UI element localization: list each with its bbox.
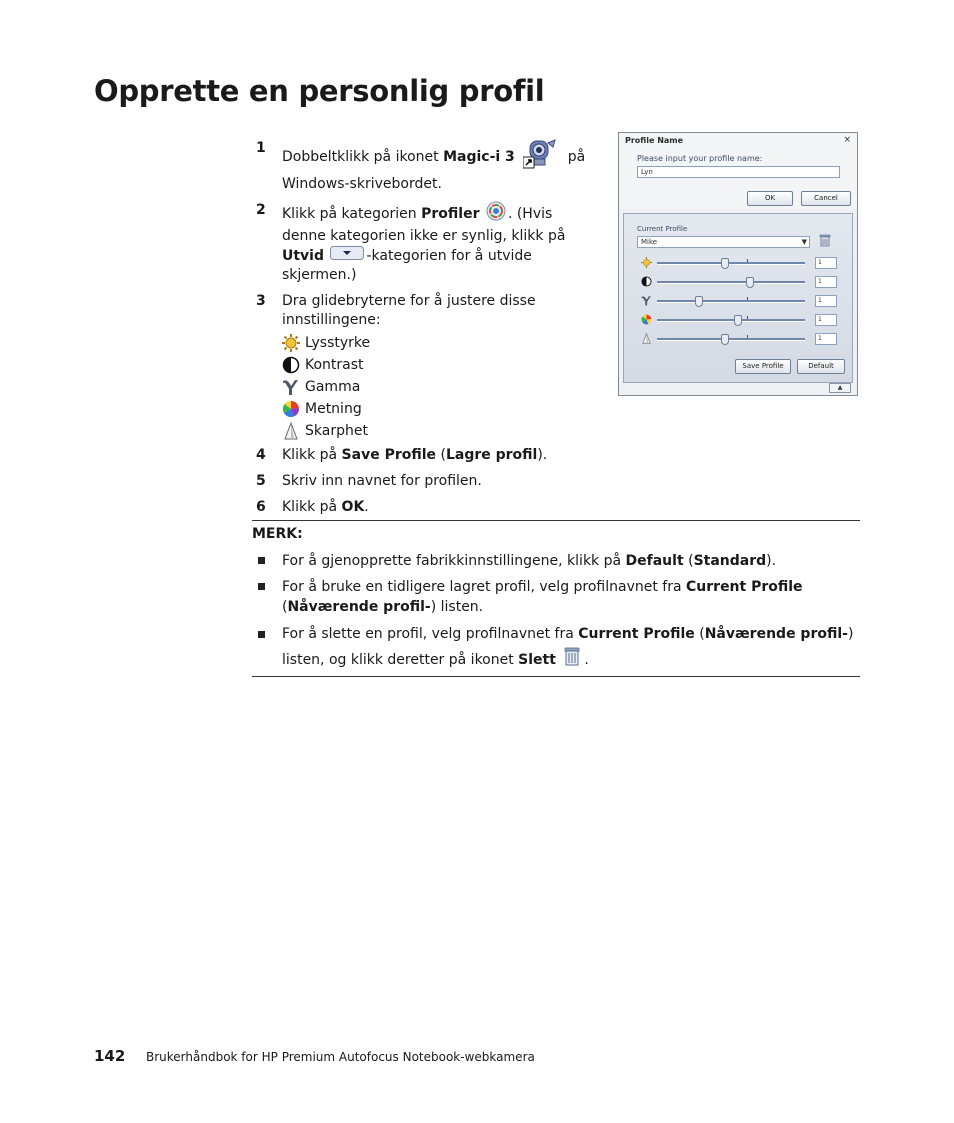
step-bold: Lagre profil (445, 447, 538, 463)
note-bold: Current Profile (686, 579, 803, 595)
sharpness-slider-row (641, 333, 841, 345)
saturation-icon (641, 314, 652, 325)
bullet-icon (258, 557, 265, 564)
step-text: Klikk på (282, 447, 342, 463)
page-title: Opprette en personlig profil (94, 74, 545, 108)
note-bold: Nåværende profil- (704, 626, 848, 642)
step-bold: Utvid (282, 248, 325, 264)
dialog-title: Profile Name (625, 136, 684, 145)
step-text: på Windows-skrivebordet. (282, 149, 586, 192)
step-number: 2 (256, 202, 266, 218)
step-3 (256, 292, 596, 442)
note-text: ) listen, og klikk deretter på ikonet (282, 626, 854, 668)
step-text: Dobbeltklikk på ikonet (282, 149, 444, 165)
note-list (256, 551, 856, 680)
note-title: MERK: (252, 526, 303, 542)
slider-track (657, 338, 805, 341)
current-profile-label: Current Profile (637, 225, 688, 233)
note-text: ( (282, 599, 288, 615)
gamma-icon (282, 378, 300, 396)
step-text: Skriv inn navnet for profilen. (282, 473, 482, 489)
bullet-icon (258, 631, 265, 638)
step-text: Klikk på (282, 499, 342, 515)
profile-name-input[interactable]: Lyn (637, 166, 840, 178)
setting-label: Metning (305, 401, 362, 417)
footer-text: Brukerhåndbok for HP Premium Autofocus Notebook-webkamera (146, 1050, 535, 1064)
default-button[interactable]: Default (797, 359, 845, 374)
note-text: ). (766, 553, 777, 569)
contrast-slider-row (641, 276, 841, 288)
slider-value[interactable]: 1 (815, 257, 837, 269)
note-bold: Slett (518, 652, 556, 668)
step-5 (256, 472, 596, 491)
setting-contrast (282, 354, 596, 376)
note-text: ( (683, 553, 694, 569)
slider-value[interactable]: 1 (815, 314, 837, 326)
brightness-icon (641, 257, 652, 268)
setting-label: Gamma (305, 379, 361, 395)
brightness-slider-row (641, 257, 841, 269)
current-profile-value: Mike (641, 238, 658, 246)
step-number: 6 (256, 499, 266, 515)
note-bottom-rule (252, 676, 860, 677)
note-text: . (584, 652, 589, 668)
note-bold: Nåværende profil- (287, 599, 431, 615)
sharpness-icon (641, 333, 652, 344)
cancel-button[interactable]: Cancel (801, 191, 851, 206)
step-text: . (Hvis denne kategorien ikke er synlig, klikk på (282, 206, 566, 244)
note-bold: Default (625, 553, 684, 569)
step-number: 4 (256, 447, 266, 463)
steps-list (256, 139, 596, 524)
step-text: ). (537, 447, 548, 463)
step-4 (256, 446, 596, 465)
profile-name-dialog (618, 132, 858, 396)
setting-saturation (282, 398, 596, 420)
gamma-icon (641, 295, 652, 306)
slider-thumb[interactable] (721, 258, 729, 269)
step-bold: Profiler (421, 206, 480, 222)
step-number: 1 (256, 140, 266, 156)
slider-tick (747, 335, 748, 338)
slider-tick (747, 316, 748, 319)
note-item (256, 577, 856, 617)
page-number: 142 (94, 1047, 126, 1065)
step-1 (256, 139, 596, 194)
profile-name-prompt: Please input your profile name: (637, 154, 763, 163)
slider-track (657, 319, 805, 322)
note-top-rule (252, 520, 860, 521)
settings-list (282, 332, 596, 442)
slider-thumb[interactable] (721, 334, 729, 345)
saturation-icon (282, 400, 300, 418)
slider-value[interactable]: 1 (815, 276, 837, 288)
chevron-down-icon: ▼ (801, 238, 807, 246)
setting-gamma (282, 376, 596, 398)
sharpness-icon (282, 422, 300, 440)
trash-icon[interactable] (819, 234, 831, 247)
contrast-icon (282, 356, 300, 374)
note-bold: Current Profile (578, 626, 695, 642)
step-text: . (364, 499, 369, 515)
slider-track (657, 300, 805, 303)
note-item (256, 551, 856, 571)
setting-label: Kontrast (305, 357, 364, 373)
close-icon[interactable]: × (843, 135, 851, 145)
save-profile-button[interactable]: Save Profile (735, 359, 791, 374)
setting-label: Lysstyrke (305, 335, 371, 351)
expand-icon (330, 246, 364, 266)
step-2 (256, 201, 596, 285)
slider-track (657, 281, 805, 284)
slider-thumb[interactable] (695, 296, 703, 307)
step-bold: OK (341, 499, 365, 515)
collapse-button[interactable]: ▲ (829, 383, 851, 393)
step-number: 5 (256, 473, 266, 489)
profile-icon (486, 201, 506, 227)
note-text: For å gjenopprette fabrikkinnstillingene, klikk på (282, 553, 626, 569)
slider-thumb[interactable] (746, 277, 754, 288)
slider-value[interactable]: 1 (815, 333, 837, 345)
note-text: ) listen. (430, 599, 484, 615)
brightness-icon (282, 334, 300, 352)
step-text: Dra glidebryterne for å justere disse innstillingene: (282, 293, 536, 328)
ok-button[interactable]: OK (747, 191, 793, 206)
note-text: For å slette en profil, velg profilnavnet fra (282, 626, 579, 642)
setting-brightness (282, 332, 596, 354)
contrast-icon (641, 276, 652, 287)
step-bold: Magic-i 3 (443, 149, 515, 165)
slider-value[interactable]: 1 (815, 295, 837, 307)
note-text: For å bruke en tidligere lagret profil, velg profilnavnet fra (282, 579, 687, 595)
bullet-icon (258, 583, 265, 590)
slider-tick (747, 259, 748, 262)
note-bold: Standard (693, 553, 767, 569)
slider-track (657, 262, 805, 265)
step-number: 3 (256, 293, 266, 309)
setting-label: Skarphet (305, 423, 368, 439)
step-text: ( (436, 447, 446, 463)
step-text: -kategorien for å utvide skjermen.) (282, 248, 532, 283)
step-6 (256, 498, 596, 517)
note-text: ( (694, 626, 705, 642)
trash-icon (562, 646, 582, 674)
setting-sharpness (282, 420, 596, 442)
slider-tick (747, 297, 748, 300)
magic-i-webcam-icon (523, 139, 559, 175)
note-item (256, 623, 856, 674)
gamma-slider-row (641, 295, 841, 307)
step-text: Klikk på kategorien (282, 206, 422, 222)
saturation-slider-row (641, 314, 841, 326)
slider-thumb[interactable] (734, 315, 742, 326)
current-profile-select[interactable] (637, 236, 810, 248)
step-bold: Save Profile (341, 447, 437, 463)
